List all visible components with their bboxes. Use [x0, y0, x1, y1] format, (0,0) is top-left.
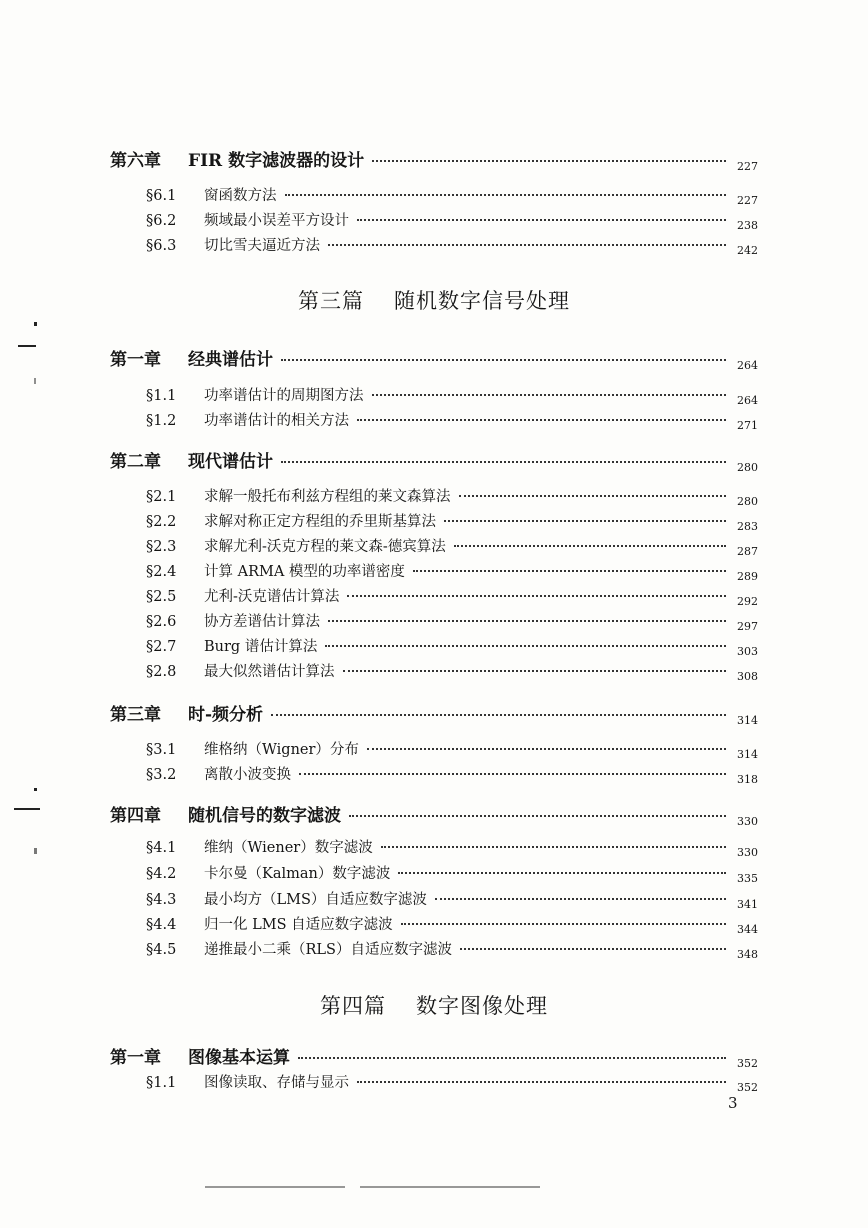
dot-leader	[357, 419, 726, 421]
section-title: 最大似然谱估计算法	[204, 664, 335, 680]
toc-section-row[interactable]	[146, 836, 758, 857]
dot-leader	[459, 495, 727, 497]
scan-mark	[34, 322, 37, 326]
page-number: 344	[737, 923, 758, 936]
page-number: 292	[737, 595, 758, 608]
toc-section-row[interactable]	[146, 184, 758, 205]
section-title: 频域最小误差平方设计	[204, 213, 349, 229]
dot-leader	[372, 160, 726, 162]
toc-section-row[interactable]	[146, 938, 758, 959]
page-number: 335	[737, 872, 758, 885]
section-number: §2.2	[146, 514, 177, 530]
page-number: 308	[737, 670, 758, 683]
section-number: §6.2	[146, 213, 177, 229]
chapter-title: 经典谱估计	[188, 350, 273, 370]
dot-leader	[454, 545, 726, 547]
section-number: §2.5	[146, 589, 177, 605]
chapter-number: 第一章	[110, 1048, 161, 1068]
dot-leader	[357, 1081, 726, 1083]
part-title: 数字图像处理	[416, 994, 548, 1018]
chapter-title: 图像基本运算	[188, 1048, 290, 1068]
scan-edge-line	[205, 1186, 345, 1188]
page-number: 289	[737, 570, 758, 583]
section-title: 协方差谱估计算法	[204, 614, 320, 630]
toc-section-row[interactable]	[146, 913, 758, 934]
chapter-number: 第三章	[110, 705, 161, 725]
chapter-title: 随机信号的数字滤波	[188, 806, 341, 826]
section-title: Burg 谱估计算法	[204, 639, 318, 655]
dot-leader	[367, 748, 726, 750]
page-number: 330	[737, 846, 758, 859]
chapter-number: 第四章	[110, 806, 161, 826]
toc-chapter-row[interactable]	[110, 1043, 758, 1068]
toc-section-row[interactable]	[146, 738, 758, 759]
section-title: 递推最小二乘（RLS）自适应数字滤波	[204, 942, 452, 958]
section-number: §2.8	[146, 664, 177, 680]
page-number: 264	[737, 359, 758, 372]
chapter-number: 第二章	[110, 452, 161, 472]
page-number: 238	[737, 219, 758, 232]
page-number: 314	[737, 748, 758, 761]
toc-section-row[interactable]	[146, 635, 758, 656]
section-number: §4.5	[146, 942, 177, 958]
toc-section-row[interactable]	[146, 409, 758, 430]
toc-section-row[interactable]	[146, 862, 758, 883]
dot-leader	[271, 714, 726, 716]
dot-leader	[343, 670, 727, 672]
page-number: 341	[737, 898, 758, 911]
chapter-title: 时-频分析	[188, 705, 264, 725]
dot-leader	[325, 645, 726, 647]
dot-leader	[372, 394, 727, 396]
page-number: 227	[737, 160, 758, 173]
section-number: §2.3	[146, 539, 177, 555]
section-title: 尤利-沃克谱估计算法	[204, 589, 340, 605]
section-number: §2.4	[146, 564, 177, 580]
chapter-title: 现代谱估计	[188, 452, 273, 472]
section-title: 切比雪夫逼近方法	[204, 238, 320, 254]
dot-leader	[401, 923, 726, 925]
section-number: §2.7	[146, 639, 177, 655]
page-number: 264	[737, 394, 758, 407]
toc-chapter-row[interactable]	[110, 345, 758, 370]
part-heading	[0, 990, 868, 1020]
page-number: 280	[737, 461, 758, 474]
dot-leader	[413, 570, 726, 572]
page-number: 271	[737, 419, 758, 432]
page-number: 303	[737, 645, 758, 658]
page-number: 287	[737, 545, 758, 558]
scan-mark	[34, 378, 36, 384]
section-number: §6.1	[146, 188, 177, 204]
toc-chapter-row[interactable]	[110, 700, 758, 725]
section-number: §2.1	[146, 489, 177, 505]
section-title: 归一化 LMS 自适应数字滤波	[204, 917, 393, 933]
section-number: §6.3	[146, 238, 177, 254]
section-number: §1.1	[146, 388, 177, 404]
toc-section-row[interactable]	[146, 535, 758, 556]
toc-section-row[interactable]	[146, 763, 758, 784]
scan-edge-line	[360, 1186, 540, 1188]
section-title: 求解一般托布利兹方程组的莱文森算法	[204, 489, 451, 505]
section-number: §3.1	[146, 742, 177, 758]
section-title: 最小均方（LMS）自适应数字滤波	[204, 892, 427, 908]
page-folio: 3	[728, 1094, 738, 1112]
section-title: 离散小波变换	[204, 767, 291, 783]
toc-section-row[interactable]	[146, 234, 758, 255]
toc-section-row[interactable]	[146, 660, 758, 681]
page-number: 297	[737, 620, 758, 633]
dot-leader	[381, 846, 726, 848]
dot-leader	[281, 461, 726, 463]
section-number: §3.2	[146, 767, 177, 783]
dot-leader	[349, 815, 726, 817]
section-title: 窗函数方法	[204, 188, 277, 204]
dot-leader	[328, 244, 726, 246]
dot-leader	[444, 520, 726, 522]
dot-leader	[299, 773, 726, 775]
section-number: §1.1	[146, 1075, 177, 1091]
toc-section-row[interactable]	[146, 1071, 758, 1092]
section-number: §2.6	[146, 614, 177, 630]
section-title: 维纳（Wiener）数字滤波	[204, 840, 373, 856]
toc-section-row[interactable]	[146, 888, 758, 909]
page-number: 348	[737, 948, 758, 961]
toc-section-row[interactable]	[146, 209, 758, 230]
part-number: 第三篇	[298, 289, 364, 313]
section-title: 求解对称正定方程组的乔里斯基算法	[204, 514, 436, 530]
section-number: §4.2	[146, 866, 177, 882]
part-title: 随机数字信号处理	[394, 289, 570, 313]
chapter-title: FIR 数字滤波器的设计	[188, 151, 365, 171]
dot-leader	[285, 194, 727, 196]
section-number: §4.4	[146, 917, 177, 933]
part-heading	[0, 285, 868, 315]
page-number: 330	[737, 815, 758, 828]
toc-section-row[interactable]	[146, 585, 758, 606]
page-number: 280	[737, 495, 758, 508]
toc-section-row[interactable]	[146, 560, 758, 581]
toc-chapter-row[interactable]	[110, 801, 758, 826]
chapter-number: 第六章	[110, 151, 161, 171]
toc-section-row[interactable]	[146, 485, 758, 506]
section-title: 图像读取、存储与显示	[204, 1075, 349, 1091]
section-title: 求解尤利-沃克方程的莱文森-德宾算法	[204, 539, 446, 555]
toc-section-row[interactable]	[146, 510, 758, 531]
toc-section-row[interactable]	[146, 384, 758, 405]
section-title: 计算 ARMA 模型的功率谱密度	[204, 564, 405, 580]
dot-leader	[435, 898, 726, 900]
dot-leader	[328, 620, 726, 622]
page-number: 283	[737, 520, 758, 533]
section-title: 功率谱估计的周期图方法	[204, 388, 364, 404]
part-number: 第四篇	[320, 994, 386, 1018]
scan-mark	[14, 808, 40, 810]
toc-chapter-row[interactable]	[110, 447, 758, 472]
chapter-number: 第一章	[110, 350, 161, 370]
page-number: 227	[737, 194, 758, 207]
dot-leader	[347, 595, 726, 597]
page-number: 352	[737, 1081, 758, 1094]
section-number: §4.3	[146, 892, 177, 908]
toc-section-row[interactable]	[146, 610, 758, 631]
scan-mark	[18, 345, 36, 347]
dot-leader	[357, 219, 726, 221]
dot-leader	[460, 948, 726, 950]
section-number: §4.1	[146, 840, 177, 856]
section-title: 维格纳（Wigner）分布	[204, 742, 359, 758]
page-number: 352	[737, 1057, 758, 1070]
toc-chapter-row[interactable]	[110, 146, 758, 171]
section-title: 功率谱估计的相关方法	[204, 413, 349, 429]
dot-leader	[398, 872, 726, 874]
dot-leader	[281, 359, 726, 361]
page-number: 318	[737, 773, 758, 786]
page-number: 242	[737, 244, 758, 257]
page-number: 314	[737, 714, 758, 727]
scan-mark	[34, 848, 37, 854]
scan-mark	[34, 788, 37, 791]
section-number: §1.2	[146, 413, 177, 429]
section-title: 卡尔曼（Kalman）数字滤波	[204, 866, 391, 882]
dot-leader	[298, 1057, 726, 1059]
